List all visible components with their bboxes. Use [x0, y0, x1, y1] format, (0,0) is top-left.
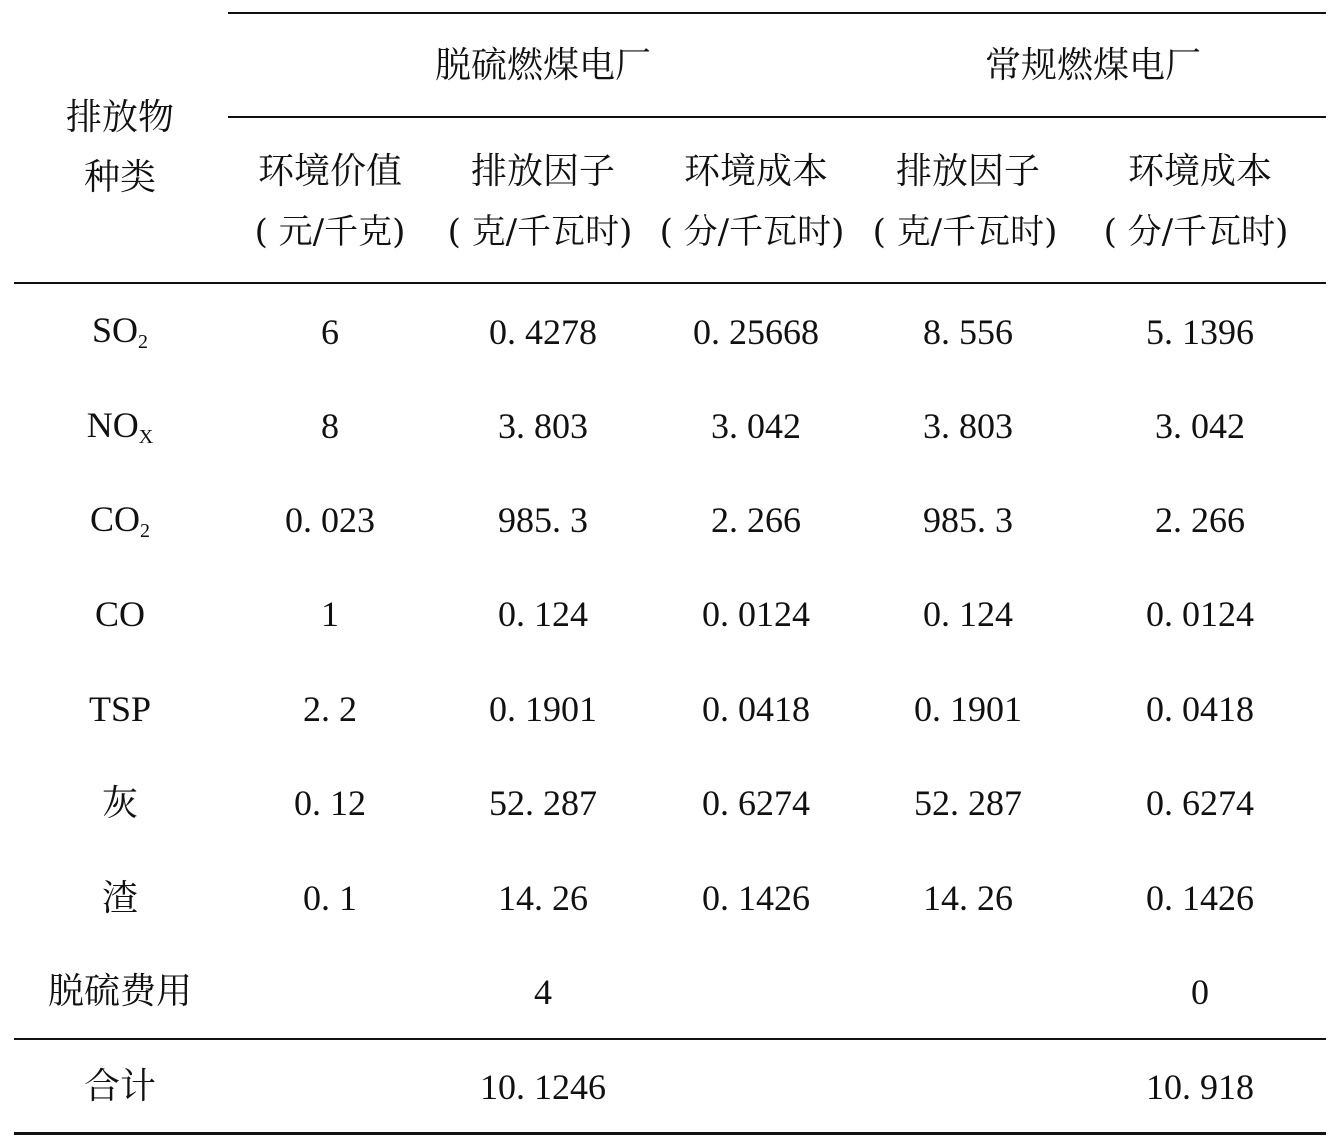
cell-conventional-cost: 5. 1396: [1146, 312, 1254, 352]
total-label: 合计: [83, 1066, 157, 1107]
desulfur-fee-label: 脱硫费用: [47, 971, 193, 1012]
cell-desulfur-factor: 0. 1901: [489, 689, 597, 729]
row-pollutant-name: 渣: [101, 878, 139, 918]
cell-desulfur-factor: 52. 287: [489, 783, 597, 823]
cell-desulfur-cost: 3. 042: [711, 406, 801, 446]
total-conventional-value: 10. 918: [1146, 1067, 1254, 1107]
row-pollutant-name: CO: [94, 594, 146, 634]
cell-conventional-factor: 14. 26: [923, 878, 1013, 918]
cell-desulfur-cost: 0. 1426: [702, 878, 810, 918]
cell-conventional-factor: 0. 1901: [914, 689, 1022, 729]
cell-desulfur-factor: 0. 124: [498, 594, 588, 634]
cell-desulfur-factor: 3. 803: [498, 406, 588, 446]
row-pollutant-name: $CO_2$: [89, 499, 151, 542]
cell-desulfur-factor: 0. 4278: [489, 312, 597, 352]
cell-desulfur-cost: 0. 0418: [702, 689, 810, 729]
cell-conventional-cost: 3. 042: [1155, 406, 1245, 446]
cell-env-value: 1: [321, 594, 339, 634]
cell-conventional-cost: 2. 266: [1155, 500, 1245, 540]
header-group-desulfur: 脱硫燃煤电厂: [434, 45, 652, 86]
desulfur-fee-conventional-value: 0: [1191, 972, 1209, 1012]
header-emission-factor-2-unit: ( 克/千瓦时): [872, 212, 1058, 252]
cell-env-value: 6: [321, 312, 339, 352]
cell-env-value: 2. 2: [303, 689, 357, 729]
row-pollutant-name: TSP: [88, 689, 152, 729]
cell-desulfur-cost: 0. 6274: [702, 783, 810, 823]
top-rule: [228, 12, 1326, 14]
header-pollutant-line2: 种类: [83, 157, 157, 198]
cell-conventional-factor: 8. 556: [923, 312, 1013, 352]
header-env-cost-2-unit: ( 分/千瓦时): [1103, 212, 1289, 252]
header-emission-factor-unit: ( 克/千瓦时): [447, 212, 633, 252]
cell-desulfur-cost: 0. 25668: [693, 312, 819, 352]
cell-desulfur-factor: 985. 3: [498, 500, 588, 540]
cell-conventional-cost: 0. 0124: [1146, 594, 1254, 634]
cell-conventional-cost: 0. 1426: [1146, 878, 1254, 918]
cell-conventional-factor: 985. 3: [923, 500, 1013, 540]
header-bottom-rule: [14, 282, 1326, 284]
header-env-cost: 环境成本: [683, 151, 829, 192]
header-emission-factor-2: 排放因子: [895, 151, 1041, 192]
row-pollutant-name: $SO_2$: [91, 310, 149, 353]
row-pollutant-name: $NO_X$: [86, 405, 154, 448]
cell-env-value: 8: [321, 406, 339, 446]
cell-env-value: 0. 1: [303, 878, 357, 918]
cell-desulfur-cost: 0. 0124: [702, 594, 810, 634]
cell-desulfur-cost: 2. 266: [711, 500, 801, 540]
row-pollutant-name: 灰: [101, 783, 139, 823]
group-divider-rule: [228, 116, 1326, 118]
cell-conventional-cost: 0. 0418: [1146, 689, 1254, 729]
header-group-conventional: 常规燃煤电厂: [984, 45, 1202, 86]
header-emission-factor: 排放因子: [470, 151, 616, 192]
header-env-cost-unit: ( 分/千瓦时): [659, 212, 845, 252]
header-env-value-unit: ( 元/千克): [254, 212, 406, 252]
cell-conventional-factor: 52. 287: [914, 783, 1022, 823]
cell-desulfur-factor: 14. 26: [498, 878, 588, 918]
cell-env-value: 0. 12: [294, 783, 366, 823]
cell-conventional-cost: 0. 6274: [1146, 783, 1254, 823]
header-env-value: 环境价值: [257, 151, 403, 192]
total-top-rule: [14, 1038, 1326, 1040]
header-pollutant-line1: 排放物: [65, 97, 175, 138]
cell-conventional-factor: 0. 124: [923, 594, 1013, 634]
cell-env-value: 0. 023: [285, 500, 375, 540]
cell-conventional-factor: 3. 803: [923, 406, 1013, 446]
total-desulfur-value: 10. 1246: [480, 1067, 606, 1107]
bottom-rule: [14, 1132, 1326, 1135]
header-env-cost-2: 环境成本: [1127, 151, 1273, 192]
desulfur-fee-desulfur-value: 4: [534, 972, 552, 1012]
